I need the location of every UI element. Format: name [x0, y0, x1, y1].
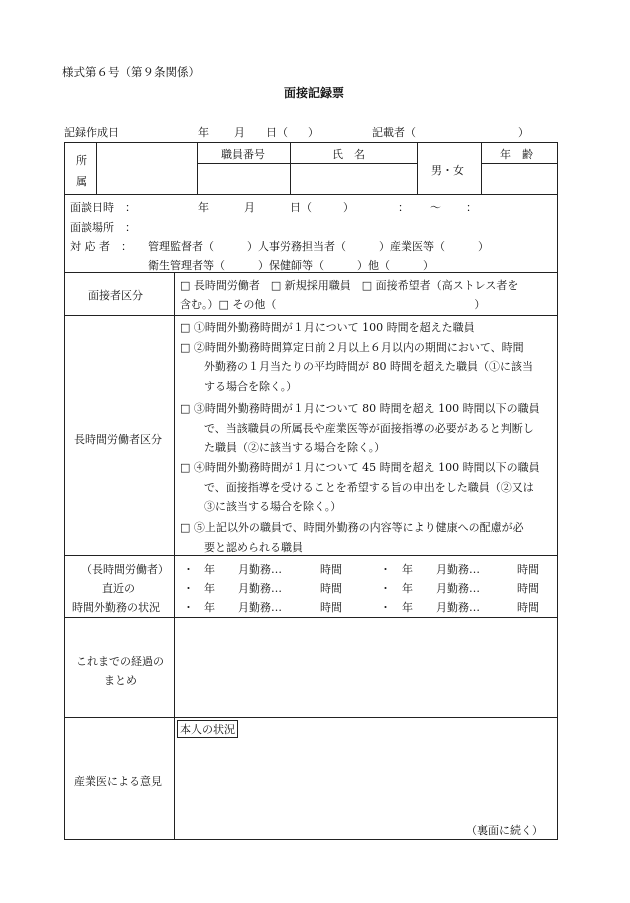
- long-hours-item-4: □ ④時間外勤務時間が１月について 45 時間を超え 100 時間以下の職員: [180, 461, 540, 474]
- record-day: 日（: [266, 126, 288, 139]
- record-close: ）: [308, 126, 319, 139]
- gender-label: 男・女: [431, 164, 464, 177]
- long-hours-item-4-cont: で、面接指導を受けることを希望する旨の申出をした職員（②又は: [204, 481, 534, 494]
- interview-month: 月: [244, 201, 255, 214]
- interview-year: 年: [198, 201, 209, 214]
- age-label: 年 齢: [500, 148, 533, 161]
- recent-label-3: 時間外勤務の状況: [72, 601, 160, 614]
- category-line-1: □ 長時間労働者 □ 新規採用職員 □ 面接希望者（高ストレス者を: [180, 279, 519, 292]
- recent-hours: 時間: [517, 582, 539, 595]
- responders-line-1: 管理監督者（ ）人事労務担当者（ ）産業医等（ ）: [148, 240, 489, 253]
- affiliation-label-1: 所: [76, 154, 87, 167]
- continued-note: （裏面に続く）: [466, 824, 543, 837]
- long-hours-item-2-cont: 外勤務の１月当たりの平均時間が 80 時間を超えた職員（①に該当: [204, 360, 533, 373]
- recent-year: 年: [204, 563, 215, 576]
- long-hours-item-2-end: する場合を除く。）: [204, 380, 298, 393]
- long-hours-item-3-cont: で、当該職員の所属長や産業医等が面接指導の必要があると判断し: [204, 422, 534, 435]
- form-id: 様式第６号（第９条関係）: [62, 65, 200, 79]
- affiliation-label-2: 属: [76, 175, 87, 188]
- page-title: 面接記録票: [284, 86, 345, 100]
- interview-colon-2: ：: [466, 201, 477, 214]
- responders-line-2: 衛生管理者等（ ）保健師等（ ）他（ ）: [148, 259, 434, 272]
- record-year: 年: [198, 126, 209, 139]
- recent-hours: 時間: [320, 601, 342, 614]
- recent-month: 月勤務…: [238, 601, 282, 614]
- recent-hours: 時間: [320, 563, 342, 576]
- interview-day: 日（: [290, 201, 312, 214]
- writer-label: 記載者（: [372, 126, 416, 139]
- category-line-2: 含む。）□ その他（ ）: [180, 298, 486, 311]
- recent-year: 年: [402, 601, 413, 614]
- recent-label-2: 直近の: [102, 582, 135, 595]
- recent-bullet: ・: [183, 563, 194, 576]
- recent-hours: 時間: [320, 582, 342, 595]
- recent-label-1: （長時間労働者）: [81, 563, 169, 576]
- recent-month: 月勤務…: [436, 601, 480, 614]
- summary-label-1: これまでの経過の: [76, 655, 164, 668]
- long-hours-item-5-end: 要と認められる職員: [204, 541, 303, 554]
- status-box-label: 本人の状況: [177, 720, 238, 738]
- interview-tilde: 〜: [430, 201, 441, 214]
- summary-label-2: まとめ: [104, 674, 137, 687]
- recent-month: 月勤務…: [238, 582, 282, 595]
- long-hours-item-2: □ ②時間外勤務時間算定日前２月以上６月以内の期間において、時間: [180, 341, 524, 354]
- staff-number-label: 職員番号: [221, 148, 265, 161]
- long-hours-label: 長時間労働者区分: [74, 433, 162, 446]
- recent-hours: 時間: [517, 563, 539, 576]
- recent-year: 年: [402, 582, 413, 595]
- recent-hours: 時間: [517, 601, 539, 614]
- recent-year: 年: [204, 582, 215, 595]
- interview-datetime-label: 面談日時 ：: [70, 201, 136, 214]
- recent-bullet: ・: [380, 582, 391, 595]
- record-month: 月: [234, 126, 245, 139]
- interview-place-label: 面談場所 ：: [70, 221, 136, 234]
- long-hours-item-3: □ ③時間外勤務時間が１月について 80 時間を超え 100 時間以下の職員: [180, 402, 540, 415]
- long-hours-item-4-end: ③に該当する場合を除く。）: [204, 500, 342, 513]
- name-label: 氏 名: [332, 148, 365, 161]
- long-hours-item-1: □ ①時間外勤務時間が１月について 100 時間を超えた職員: [180, 321, 475, 334]
- responder-label: 対 応 者 ：: [70, 240, 132, 253]
- recent-bullet: ・: [380, 563, 391, 576]
- interview-colon: ：: [398, 201, 409, 214]
- recent-month: 月勤務…: [436, 563, 480, 576]
- record-date-label: 記録作成日: [64, 126, 119, 139]
- recent-bullet: ・: [183, 601, 194, 614]
- opinion-label: 産業医による意見: [74, 775, 162, 788]
- recent-month: 月勤務…: [238, 563, 282, 576]
- recent-bullet: ・: [380, 601, 391, 614]
- recent-year: 年: [402, 563, 413, 576]
- interview-day-close: ）: [343, 201, 354, 214]
- category-label: 面接者区分: [88, 289, 143, 302]
- writer-close: ）: [518, 126, 529, 139]
- recent-month: 月勤務…: [436, 582, 480, 595]
- long-hours-item-5: □ ⑤上記以外の職員で、時間外勤務の内容等により健康への配慮が必: [180, 521, 524, 534]
- recent-bullet: ・: [183, 582, 194, 595]
- recent-year: 年: [204, 601, 215, 614]
- long-hours-item-3-end: た職員（②に該当する場合を除く。）: [204, 441, 386, 454]
